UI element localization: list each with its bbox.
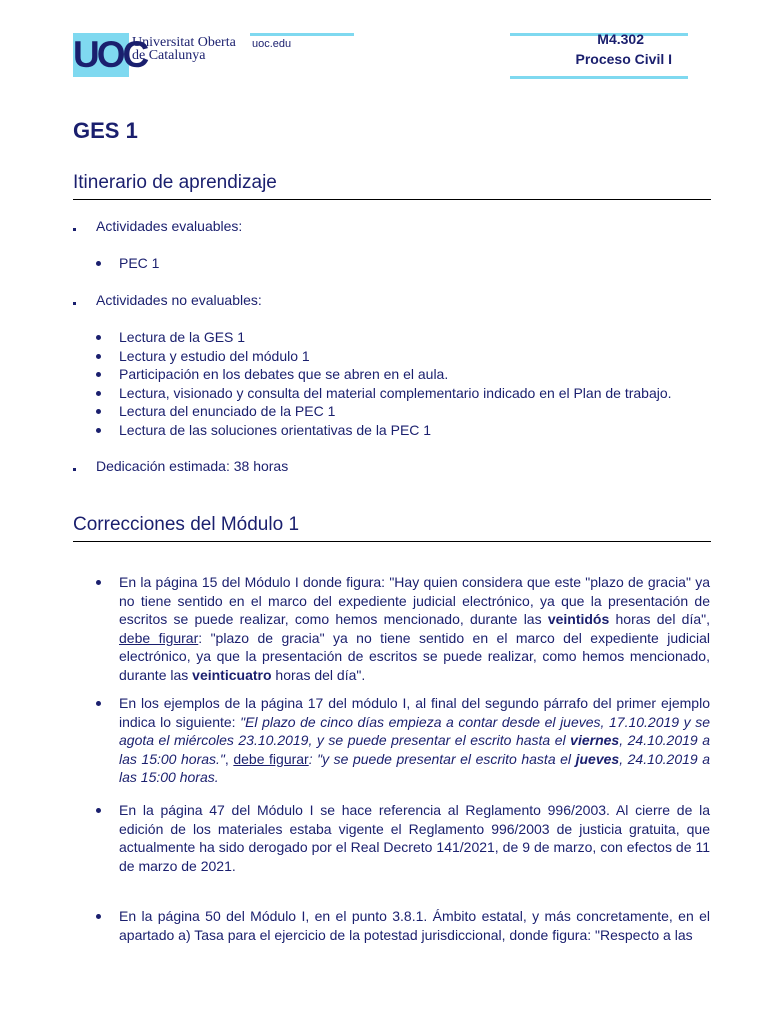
page-title: GES 1 [73, 118, 138, 143]
round-bullet-icon [96, 428, 101, 433]
round-bullet-icon [96, 354, 101, 359]
itinerary-heading: Itinerario de aprendizaje [73, 172, 277, 193]
round-bullet-icon [96, 914, 101, 919]
correction-paragraph-1: En la página 15 del Módulo I donde figura: "Hay quien considera que este "plazo de gracia" ya no tiene sentido en el marco del expediente judicial electrónico, ya que la presentación de escritos se puede realizar, como hemos mencionado, durante las veintidós horas del día", debe figurar: "plazo de gracia" ya no tiene sentido en el marco del expediente judicial electrónico, ya que la presentación de escritos se puede realizar, como hemos mencionado, durante las veinticuatro horas del día". [96, 573, 710, 684]
itinerary-rule [73, 199, 711, 200]
document-header [0, 0, 768, 90]
round-bullet-icon [96, 580, 101, 585]
corrections-heading: Correcciones del Módulo 1 [73, 514, 300, 535]
university-name: Universitat Oberta de Catalunya [132, 35, 236, 63]
course-name: Proceso Civil I [575, 51, 672, 67]
correction-paragraph-4: En la página 50 del Módulo I, en el punto 3.8.1. Ámbito estatal, y más concretamente, en el apartado a) Tasa para el ejercicio de la potestad jurisdiccional, donde figura: "Respecto a las [96, 907, 710, 944]
round-bullet-icon [96, 701, 101, 706]
header-divider-left [250, 33, 354, 36]
square-bullet-icon [73, 302, 76, 305]
correction-paragraph-3: En la página 47 del Módulo I se hace referencia al Reglamento 996/2003. Al cierre de la edición de los materiales estaba vigente el Reglamento 996/2003 de justicia gratuita, que actualmente ha sido derogado por el Real Decreto 141/2021, de 9 de marzo, con efectos de 11 de marzo de 2021. [96, 801, 710, 875]
university-url: uoc.edu [252, 38, 292, 50]
correction-paragraph-2: En los ejemplos de la página 17 del módulo I, al final del segundo párrafo del primer ejemplo indica lo siguiente: "El plazo de cinco días empieza a contar desde el jueves, 17.10.2019 y se agota el miércoles 23.10.2019, y se puede presentar el escrito hasta el viernes, 24.10.2019 a las 15:00 horas.", debe figurar: "y se puede presentar el escrito hasta el jueves, 24.10.2019 a las 15:00 horas. [96, 694, 710, 787]
round-bullet-icon [96, 808, 101, 813]
uoc-logo [73, 33, 147, 77]
uoc-logo-mark: UOC [73, 34, 147, 75]
course-code: M4.302 [597, 31, 644, 47]
round-bullet-icon [96, 261, 101, 266]
square-bullet-icon [73, 228, 76, 231]
header-divider-bottom [510, 76, 688, 79]
round-bullet-icon [96, 409, 101, 414]
square-bullet-icon [73, 468, 76, 471]
corrections-rule [73, 541, 711, 542]
round-bullet-icon [96, 391, 101, 396]
round-bullet-icon [96, 335, 101, 340]
round-bullet-icon [96, 372, 101, 377]
